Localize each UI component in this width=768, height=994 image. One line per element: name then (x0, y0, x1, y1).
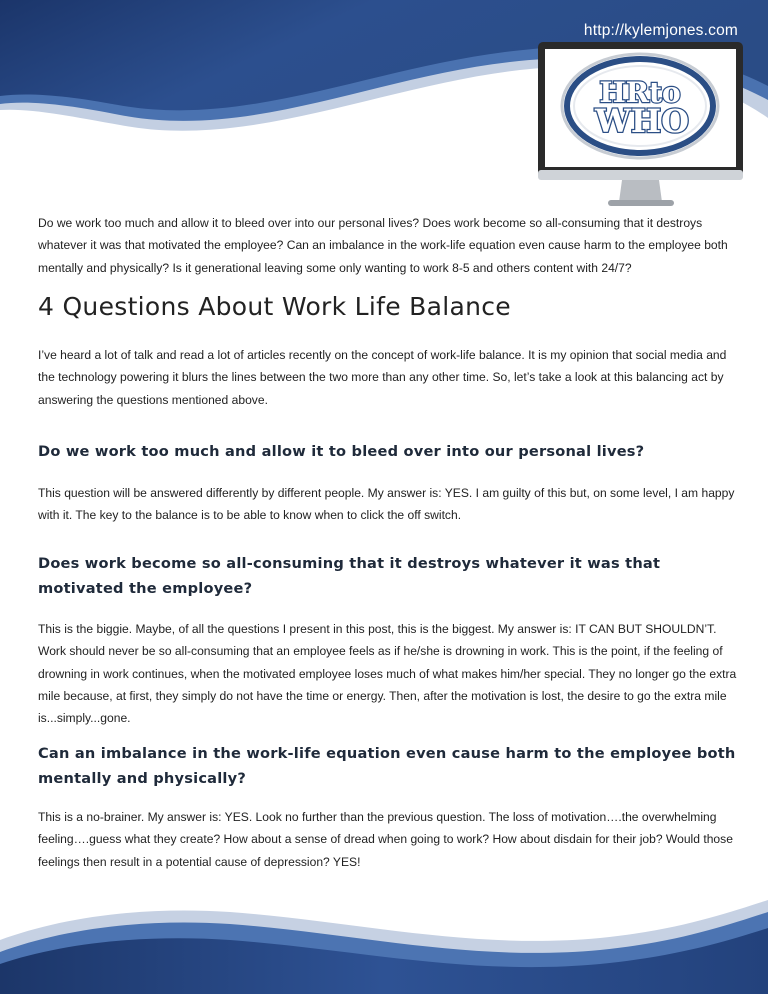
section-2-body: This is the biggie. Maybe, of all the questions I present in this post, this is the biggest. My answer is: IT CAN BUT SHOULDN’T. Work should never be so all-consuming that an employee feels as if he/she is drowning in work. This is the point, if the feeling of drowning in work continues, when the motivated employee loses much of what makes him/her special. They no longer go the extra mile because, at first, they simply do not have the time or energy. Then, after the motivation is lost, the desire to go the extra mile is...simply...gone. (38, 622, 737, 726)
intro-paragraph: Do we work too much and allow it to bleed over into our personal lives? Does work become so all-consuming that it destroys whatever it was that motivated the employee? Can an imbalance in the work-life equation even cause harm to the employee both mentally and physically? Is it generational leaving some only wanting to work 8-5 and others content with 24/7? (38, 216, 728, 275)
page-title: 4 Questions About Work Life Balance (38, 292, 511, 321)
logo-text-hrto: HRto (599, 76, 681, 109)
section-2-heading: Does work become so all-consuming that it destroys whatever it was that motivated the employee? (38, 555, 661, 597)
section-3-heading: Can an imbalance in the work-life equation even cause harm to the employee both mentally and physically? (38, 745, 736, 787)
logo-text-who: WHO (594, 102, 690, 140)
site-url[interactable]: http://kylemjones.com (583, 22, 738, 39)
section-1-body: This question will be answered differently by different people. My answer is: YES. I am guilty of this but, on some level, I am happy with it. The key to the balance is to be able to know when to click the off switch. (38, 486, 735, 523)
monitor-base (608, 200, 674, 206)
section-1-heading: Do we work too much and allow it to bleed over into our personal lives? (38, 443, 645, 460)
section-3-body: This is a no-brainer. My answer is: YES. Look no further than the previous question. The loss of motivation….the overwhelming feeling….guess what they create? How about a sense of dread when going to work? How about disdain for their job? Would those feelings then result in a potential cause of depression? YES! (38, 810, 733, 869)
monitor-chin (538, 170, 743, 180)
monitor-logo-graphic (538, 42, 746, 212)
lead-paragraph: I’ve heard a lot of talk and read a lot of articles recently on the concept of work-life balance. It is my opinion that social media and the technology powering it blurs the lines between the two more than any other time. So, let’s take a look at this balancing act by answering the questions mentioned above. (38, 348, 727, 407)
monitor-stand (619, 180, 662, 202)
hrtowho-logo (562, 54, 718, 158)
